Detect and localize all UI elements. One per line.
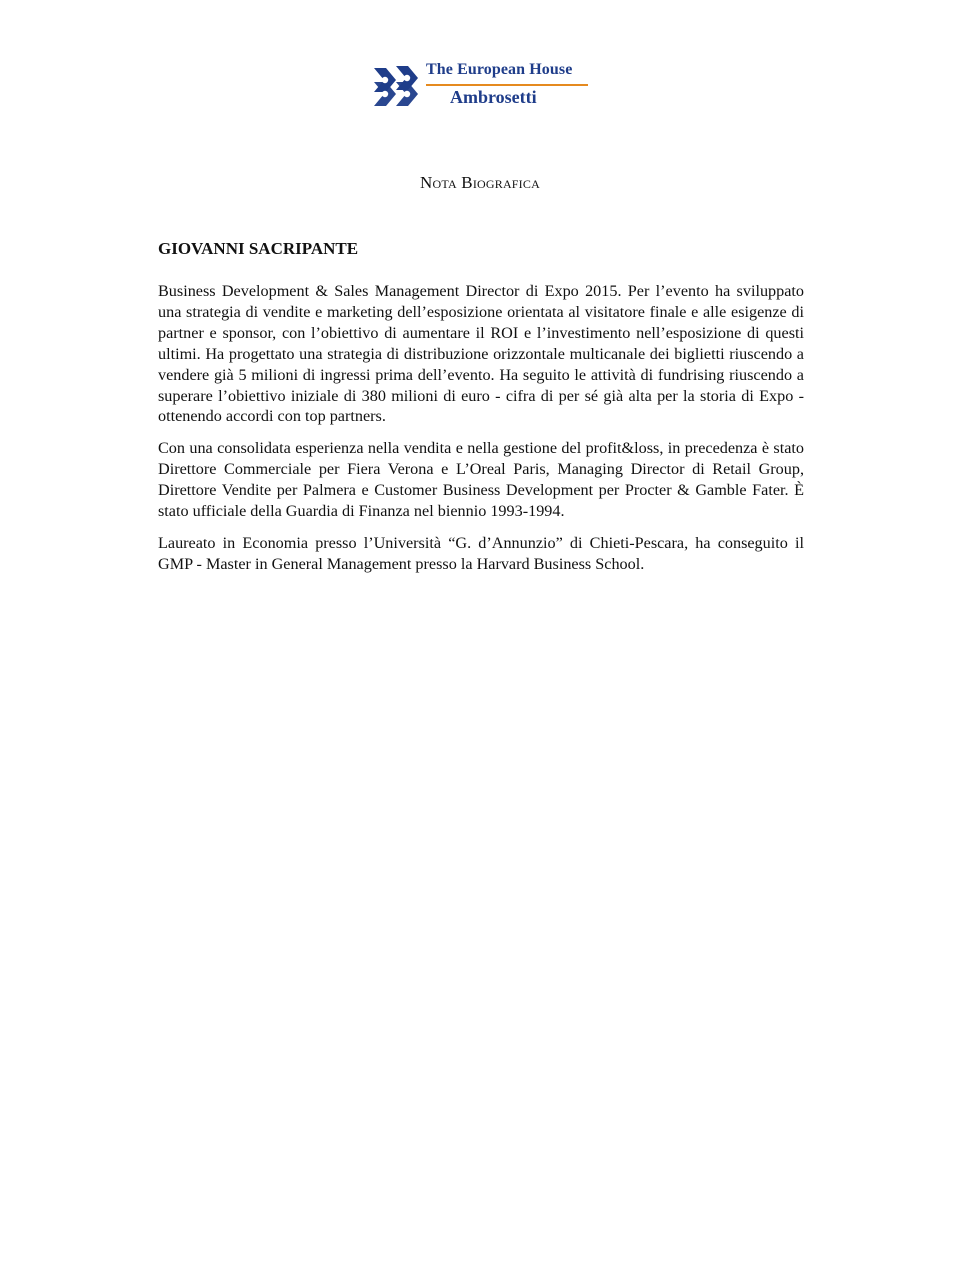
biography-body bbox=[158, 281, 804, 586]
biography-paragraph: Business Development & Sales Management Director di Expo 2015. Per l’evento ha sviluppato una strategia di vendite e marketing dell’esposizione orientata al visitatore finale e alle esigenze di partner e sponsor, con l’obiettivo di aumentare il ROI e l’investimento nell’esposizione di questi ultimi. Ha progettato una strategia di distribuzione orizzontale multicanale dei biglietti riuscendo a vendere già 5 milioni di ingressi prima dell’evento. Ha seguito le attività di fundrising riuscendo a superare l’obiettivo iniziale di 380 milioni di euro - cifra di per sé già alta per la storia di Expo - ottenendo accordi con top partners. bbox=[158, 282, 804, 426]
biography-paragraph: Con una consolidata esperienza nella vendita e nella gestione del profit&loss, in precedenza è stato Direttore Commerciale per Fiera Verona e L’Oreal Paris, Managing Director di Retail Group, Direttore Vendite per Palmera e Customer Business Development per Procter & Gamble Fater. È stato ufficiale della Guardia di Finanza nel biennio 1993-1994. bbox=[158, 439, 804, 521]
person-name: GIOVANNI SACRIPANTE bbox=[158, 239, 359, 258]
brand-divider bbox=[426, 84, 588, 86]
ambrosetti-logo-mark-icon bbox=[372, 64, 420, 108]
brand-name-line2: Ambrosetti bbox=[450, 87, 537, 107]
brand-name-line1: The European House bbox=[426, 61, 573, 78]
document-title: Nota Biografica bbox=[420, 173, 540, 192]
company-logo bbox=[372, 60, 602, 112]
biography-paragraph: Laureato in Economia presso l’Università “G. d’Annunzio” di Chieti-Pescara, ha conseguito il GMP - Master in General Management presso la Harvard Business School. bbox=[158, 533, 804, 573]
